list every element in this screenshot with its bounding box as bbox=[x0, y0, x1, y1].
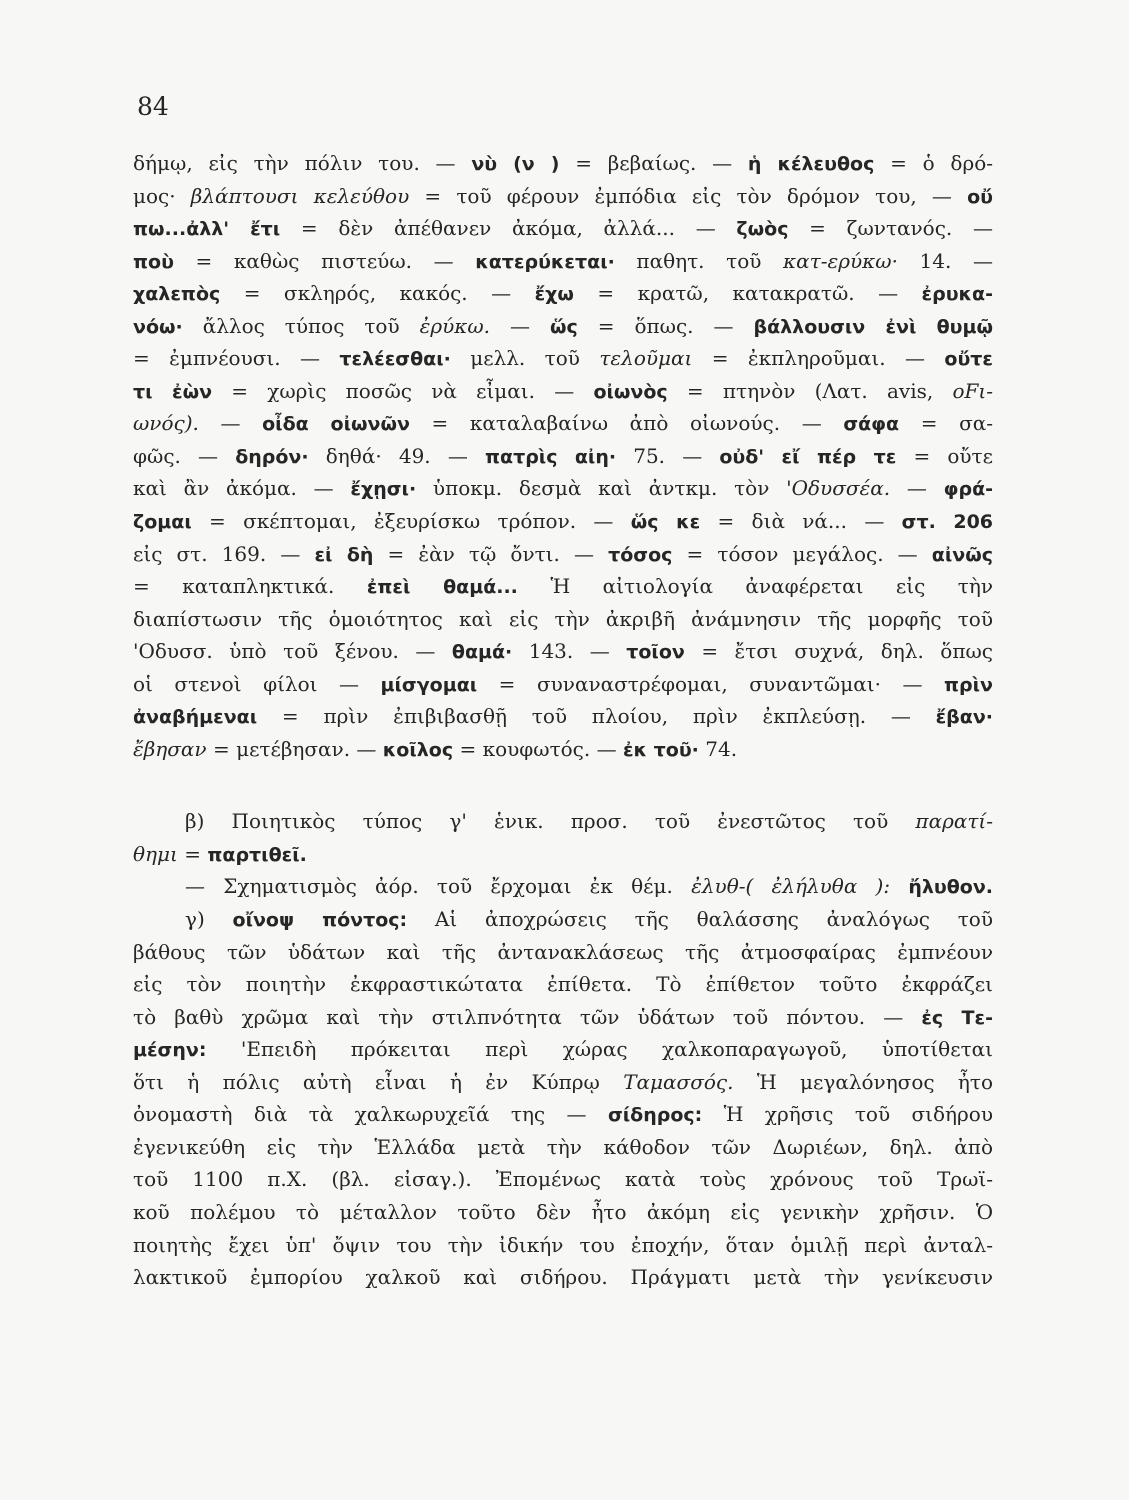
text-segment: = δὲν ἀπέθανεν ἀκόμα, ἀλλά... — bbox=[280, 216, 737, 241]
lemma-term: ἔχω bbox=[534, 283, 574, 306]
lemma-term: οἰωνὸς bbox=[593, 380, 668, 403]
text-line bbox=[133, 342, 993, 375]
lemma-term: ζομαι bbox=[133, 511, 192, 534]
text-segment: = ὅπως. — bbox=[577, 313, 754, 338]
text-segment: = ζωντανός. — bbox=[788, 216, 993, 241]
lemma-term: μίσγομαι bbox=[380, 673, 478, 696]
text-segment: = πτηνὸν (Λατ. avis, bbox=[667, 378, 953, 403]
text-segment: 14. — bbox=[897, 248, 993, 273]
lemma-term: βάλλουσιν ἐνὶ θυμῷ bbox=[753, 315, 993, 338]
italic-text: Ταμασσός. bbox=[623, 1069, 734, 1094]
text-segment: τὸ βαθὺ χρῶμα καὶ τὴν στιλπνότητα τῶν ὑδάτων τοῦ πόντου. — bbox=[133, 1004, 922, 1029]
lemma-term: ἐρυκα- bbox=[921, 283, 993, 306]
text-segment: = συναναστρέφομαι, συναντῶμαι· — bbox=[477, 671, 945, 696]
text-line bbox=[133, 1196, 993, 1229]
text-line bbox=[133, 1033, 993, 1066]
text-line bbox=[133, 277, 993, 310]
text-segment: 'Επειδὴ πρόκειται περὶ χώρας χαλκοπαραγωγοῦ, ὑποτίθεται bbox=[206, 1037, 993, 1062]
text-segment: = ὁ δρό- bbox=[874, 151, 994, 175]
text-line bbox=[133, 472, 993, 505]
text-line bbox=[133, 733, 993, 766]
text-segment: = μετέβησαν. — bbox=[206, 736, 383, 761]
text-line bbox=[133, 1163, 993, 1196]
text-segment: — bbox=[490, 313, 550, 338]
italic-text: ωνός). bbox=[133, 411, 199, 436]
lemma-term: ἀναβήμεναι bbox=[133, 706, 258, 729]
note-gamma-block bbox=[133, 903, 993, 1294]
text-segment: ἄλλος τύπος τοῦ bbox=[182, 313, 420, 338]
lemma-term: θαμά· bbox=[451, 641, 513, 664]
lemma-term: τι ἐὼν bbox=[133, 380, 213, 403]
lemma-term: ἔχῃσι· bbox=[350, 478, 417, 501]
italic-text: κατ-ερύκω· bbox=[783, 248, 898, 273]
text-segment: 'Οδυσσ. ὑπὸ τοῦ ξένου. — bbox=[133, 639, 452, 664]
text-line bbox=[133, 212, 993, 245]
text-segment: = πρὶν ἐπιβιβασθῇ τοῦ πλοίου, πρὶν ἐκπλεύσῃ. — bbox=[257, 704, 936, 729]
lemma-term: ἡ κέλευθος bbox=[747, 153, 875, 175]
lemma-term: ὥς κε bbox=[630, 511, 701, 534]
lemma-term: οὔτε bbox=[944, 348, 994, 371]
lemma-term: πω...ἀλλ' ἔτι bbox=[133, 218, 281, 241]
text-segment: παθητ. τοῦ bbox=[614, 248, 784, 273]
text-line bbox=[133, 245, 993, 278]
lemma-term: ἐκ τοῦ· bbox=[622, 738, 699, 761]
text-line bbox=[133, 870, 993, 903]
text-segment: = σκέπτομαι, ἐξευρίσκω τρόπον. — bbox=[191, 509, 631, 534]
text-line bbox=[133, 700, 993, 733]
lemma-term: μέσην: bbox=[133, 1039, 207, 1062]
text-line bbox=[133, 1131, 993, 1164]
text-segment: = βεβαίως. — bbox=[559, 151, 748, 175]
text-segment: οἱ στενοὶ φίλοι — bbox=[133, 671, 381, 696]
text-line bbox=[133, 310, 993, 343]
text-segment: 75. — bbox=[616, 443, 720, 468]
lemma-term: ἔβαν· bbox=[935, 706, 993, 729]
text-segment: εἰς στ. 169. — bbox=[133, 541, 315, 566]
lemma-term: σίδηρος: bbox=[607, 1104, 703, 1127]
text-segment: διαπίστωσιν τῆς ὁμοιότητος καὶ εἰς τὴν ἀκριβῆ ἀνάμνησιν τῆς μορφῆς τοῦ bbox=[133, 606, 993, 631]
text-segment: = τοῦ φέρουν ἐμπόδια εἰς τὸν δρόμον του, — bbox=[409, 183, 968, 208]
text-segment: 143. — bbox=[512, 639, 627, 664]
text-segment: μος· bbox=[133, 183, 191, 208]
text-segment: = καταλαβαίνω ἀπὸ οἰωνούς. — bbox=[409, 411, 844, 436]
lemma-term: πρὶν bbox=[944, 673, 993, 696]
text-segment: βάθους τῶν ὑδάτων καὶ τῆς ἀντανακλάσεως τῆς ἀτμοσφαίρας ἐμπνέουν bbox=[133, 939, 993, 964]
text-segment: = χωρὶς ποσῶς νὰ εἶμαι. — bbox=[212, 378, 594, 403]
text-segment: = τόσον μεγάλος. — bbox=[672, 541, 932, 566]
text-line bbox=[133, 1229, 993, 1262]
text-segment: ποιητὴς ἔχει ὑπ' ὄψιν του τὴν ἰδικήν του ἐποχήν, ὅταν ὁμιλῇ περὶ ἀνταλ- bbox=[133, 1232, 993, 1257]
lemma-term: χαλεπὸς bbox=[133, 283, 221, 306]
text-segment: ἐγενικεύθη εἰς τὴν Ἑλλάδα μετὰ τὴν κάθοδον τῶν Δωριέων, δηλ. ἀπὸ bbox=[133, 1134, 993, 1159]
text-line bbox=[133, 805, 993, 838]
text-segment: = κρατῶ, κατακρατῶ. — bbox=[573, 281, 922, 306]
lemma-term: οἶδα οἰωνῶν bbox=[262, 413, 410, 436]
lemma-term: οἴνοψ πόντος: bbox=[232, 909, 408, 932]
lemma-term: οὔ bbox=[967, 185, 993, 208]
text-segment: τοῦ 1100 π.Χ. (βλ. εἰσαγ.). Ἐπομένως κατὰ τοὺς χρόνους τοῦ Τρωϊ- bbox=[133, 1167, 993, 1192]
text-line bbox=[133, 1066, 993, 1099]
lemma-term: ζωὸς bbox=[736, 218, 789, 241]
lemma-term: στ. 206 bbox=[901, 511, 994, 534]
text-line bbox=[133, 440, 993, 473]
lemma-term: τελέεσθαι· bbox=[339, 348, 451, 371]
text-line bbox=[133, 968, 993, 1001]
page-number: 84 bbox=[137, 92, 169, 121]
text-segment: μελλ. τοῦ bbox=[450, 346, 600, 371]
text-segment: Ἡ αἰτιολογία ἀναφέρεται εἰς τὴν bbox=[517, 574, 993, 599]
lemma-term: δηρόν· bbox=[235, 445, 309, 468]
lemma-term: νόω· bbox=[133, 315, 183, 338]
text-segment: = οὔτε bbox=[896, 443, 993, 468]
text-segment: = κουφωτός. — bbox=[453, 736, 623, 761]
text-segment: ὅτι ἡ πόλις αὐτὴ εἶναι ἡ ἐν Κύπρῳ bbox=[133, 1069, 624, 1094]
text-line bbox=[133, 505, 993, 538]
text-segment: Αἱ ἀποχρώσεις τῆς θαλάσσης ἀναλόγως τοῦ bbox=[407, 907, 993, 932]
lemma-term: αἰνῶς bbox=[931, 543, 993, 566]
lemma-term: εἰ δὴ bbox=[314, 543, 374, 566]
text-line bbox=[133, 668, 993, 701]
italic-text: ἐρύκω. bbox=[419, 313, 491, 338]
lemma-term: ὥς bbox=[550, 315, 578, 338]
text-segment: 74. bbox=[698, 736, 738, 761]
text-segment: Ἡ μεγαλόνησος ἦτο bbox=[733, 1069, 994, 1094]
text-segment: = σκληρός, κακός. — bbox=[220, 281, 535, 306]
lemma-term: τοῖον bbox=[626, 641, 685, 664]
text-segment: = bbox=[177, 841, 208, 866]
italic-text: 'Οδυσσέα. bbox=[786, 476, 891, 501]
paragraph-gap bbox=[133, 765, 993, 805]
commentary-block bbox=[133, 147, 993, 765]
text-segment: = καταπληκτικά. bbox=[133, 574, 367, 599]
italic-text: ἔβησαν bbox=[133, 736, 207, 761]
text-segment: — bbox=[198, 411, 263, 436]
text-segment: καὶ ἂν ἀκόμα. — bbox=[133, 476, 351, 501]
lemma-term: παρτιθεῖ. bbox=[207, 843, 307, 866]
lemma-term: ἐς Τε- bbox=[921, 1006, 993, 1029]
text-segment: δηθά· 49. — bbox=[308, 443, 485, 468]
text-line bbox=[133, 180, 993, 213]
italic-text: θημι bbox=[133, 841, 178, 866]
italic-text: παρατί- bbox=[915, 809, 993, 834]
text-segment: β) Ποιητικὸς τύπος γ' ἑνικ. προσ. τοῦ ἐνεστῶτος τοῦ bbox=[185, 809, 916, 834]
lemma-term: τόσος bbox=[608, 543, 673, 566]
text-line bbox=[133, 1261, 993, 1294]
text-line bbox=[133, 603, 993, 636]
text-line bbox=[133, 407, 993, 440]
text-line bbox=[133, 936, 993, 969]
text-segment: = ἐὰν τῷ ὄντι. — bbox=[373, 541, 609, 566]
lemma-term: οὐδ' εἴ πέρ τε bbox=[719, 445, 897, 468]
note-beta-block bbox=[133, 805, 993, 903]
text-segment: εἰς τὸν ποιητὴν ἐκφραστικώτατα ἐπίθετα. Τὸ ἐπίθετον τοῦτο ἐκφράζει bbox=[133, 972, 993, 997]
text-line bbox=[133, 1001, 993, 1034]
text-segment: = ἔτσι συχνά, δηλ. ὅπως bbox=[684, 639, 994, 664]
page-text bbox=[133, 147, 993, 1294]
text-segment: = διὰ νά... — bbox=[700, 509, 902, 534]
lemma-term: ποὺ bbox=[133, 250, 174, 273]
italic-text: ἐλυθ-( ἐλήλυθα ): bbox=[691, 874, 891, 899]
italic-text: oFι- bbox=[952, 378, 993, 403]
text-line bbox=[133, 838, 993, 871]
text-line bbox=[133, 375, 993, 408]
text-segment: = ἐμπνέουσι. — bbox=[133, 346, 340, 371]
lemma-term: φρά- bbox=[943, 478, 994, 501]
text-segment: ὀνομαστὴ διὰ τὰ χαλκωρυχεῖά της — bbox=[133, 1102, 608, 1127]
text-line bbox=[133, 635, 993, 668]
text-segment: = καθὼς πιστεύω. — bbox=[173, 248, 476, 273]
text-segment: γ) bbox=[185, 907, 233, 932]
text-segment: — bbox=[890, 476, 944, 501]
lemma-term: νὺ (ν ) bbox=[471, 153, 560, 175]
text-segment: = ἐκπληροῦμαι. — bbox=[692, 346, 945, 371]
text-line bbox=[133, 1098, 993, 1131]
text-segment: Ἡ χρῆσις τοῦ σιδήρου bbox=[702, 1102, 993, 1127]
text-segment: λακτικοῦ ἐμπορίου χαλκοῦ καὶ σιδήρου. Πράγματι μετὰ τὴν γενίκευσιν bbox=[133, 1265, 993, 1290]
lemma-term: σάφα bbox=[843, 413, 900, 436]
text-line bbox=[133, 538, 993, 571]
text-line bbox=[133, 147, 993, 180]
text-segment bbox=[890, 874, 908, 898]
text-segment: δήμῳ, εἰς τὴν πόλιν του. — bbox=[133, 151, 472, 175]
text-segment: φῶς. — bbox=[133, 443, 236, 468]
text-line bbox=[133, 570, 993, 603]
text-line bbox=[133, 903, 993, 936]
text-segment: — Σχηματισμὸς ἀόρ. τοῦ ἔρχομαι ἐκ θέμ. bbox=[185, 874, 692, 899]
text-segment: ὑποκμ. δεσμὰ καὶ ἀντκμ. τὸν bbox=[416, 476, 787, 501]
text-segment: κοῦ πολέμου τὸ μέταλλον τοῦτο δὲν ἦτο ἀκόμη εἰς γενικὴν χρῆσιν. Ὁ bbox=[133, 1199, 993, 1224]
lemma-term: κατερύκεται· bbox=[475, 250, 615, 273]
italic-text: τελοῦμαι bbox=[599, 346, 693, 371]
lemma-term: ἤλυθον. bbox=[908, 876, 994, 899]
text-segment: = σα- bbox=[899, 411, 993, 436]
lemma-term: ἐπεὶ θαμά... bbox=[366, 576, 518, 599]
lemma-term: πατρὶς αἰη· bbox=[484, 445, 617, 468]
lemma-term: κοῖλος bbox=[382, 738, 454, 761]
italic-text: βλάπτουσι κελεύθου bbox=[190, 183, 410, 208]
